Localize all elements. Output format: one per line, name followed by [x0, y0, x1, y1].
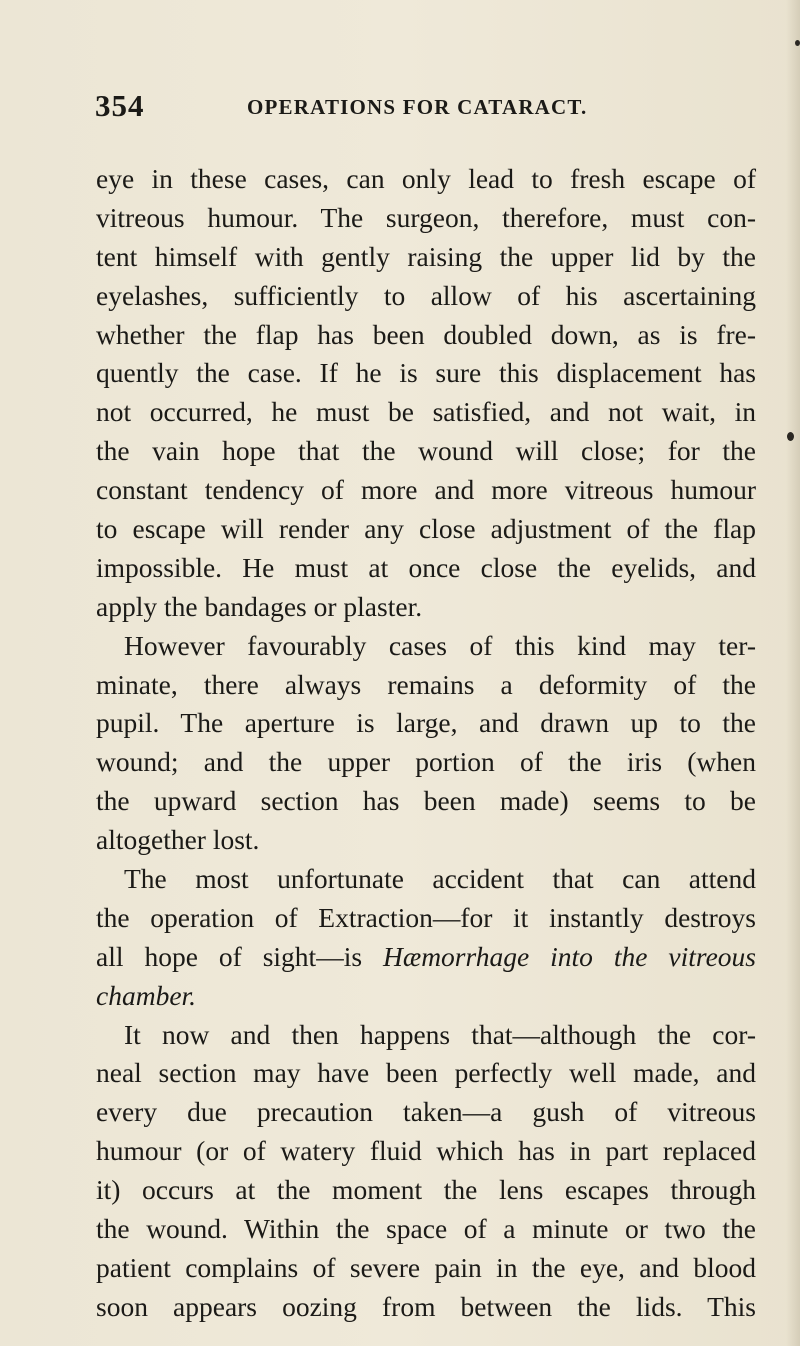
text-line: the wound. Within the space of a minute or two the [96, 1213, 756, 1245]
text-line: eyelashes, sufficiently to allow of his ascertaining [96, 279, 756, 311]
body-text [96, 160, 756, 1327]
text-line: However favourably cases of this kind may ter- [124, 629, 756, 661]
text-line: it) occurs at the moment the lens escapes through [96, 1174, 756, 1206]
ink-speck [795, 40, 800, 46]
italic-heading-segment: chamber. [96, 979, 197, 1011]
text-segment: all hope of sight—is [96, 940, 383, 972]
text-line: wound; and the upper portion of the iris (when [96, 746, 756, 778]
text-line: minate, there always remains a deformity of the [96, 668, 756, 700]
text-line: every due precaution taken—a gush of vitreous [96, 1096, 756, 1128]
text-line: eye in these cases, can only lead to fresh escape of [96, 163, 756, 194]
text-line: apply the bandages or plaster. [96, 590, 423, 622]
text-line: neal section may have been perfectly well made, and [96, 1057, 756, 1089]
text-line: not occurred, he must be satisfied, and not wait, in [96, 396, 756, 428]
text-line: tent himself with gently raising the upper lid by the [96, 240, 756, 272]
text-line: It now and then happens that—although the cor- [124, 1018, 756, 1050]
text-line: quently the case. If he is sure this displacement has [96, 357, 756, 389]
text-line: whether the flap has been doubled down, as is fre- [96, 318, 756, 350]
text-line: The most unfortunate accident that can attend [124, 863, 756, 895]
text-line: to escape will render any close adjustment of the flap [96, 513, 756, 545]
text-line: the operation of Extraction—for it instantly destroys [96, 901, 756, 933]
text-line: altogether lost. [96, 824, 260, 856]
text-line: pupil. The aperture is large, and drawn up to the [96, 707, 756, 739]
text-line: soon appears oozing from between the lids. This [96, 1290, 756, 1322]
text-line: humour (or of watery fluid which has in part replaced [96, 1135, 756, 1167]
page-number: 354 [95, 88, 145, 123]
text-line: impossible. He must at once close the eyelids, and [96, 551, 756, 583]
text-line: constant tendency of more and more vitreous humour [96, 474, 756, 506]
ink-speck [787, 432, 794, 441]
text-line: vitreous humour. The surgeon, therefore, must con- [96, 201, 756, 233]
page-header [95, 88, 755, 128]
text-line: the upward section has been made) seems to be [96, 785, 756, 817]
running-head: OPERATIONS FOR CATARACT. [247, 95, 588, 119]
italic-heading-segment: Hæmorrhage into the vitreous [383, 940, 756, 972]
page-edge-shadow [786, 0, 800, 1346]
text-line: the vain hope that the wound will close; for the [96, 435, 756, 467]
text-line: patient complains of severe pain in the eye, and blood [96, 1251, 756, 1283]
text-line-with-italic [96, 938, 756, 977]
